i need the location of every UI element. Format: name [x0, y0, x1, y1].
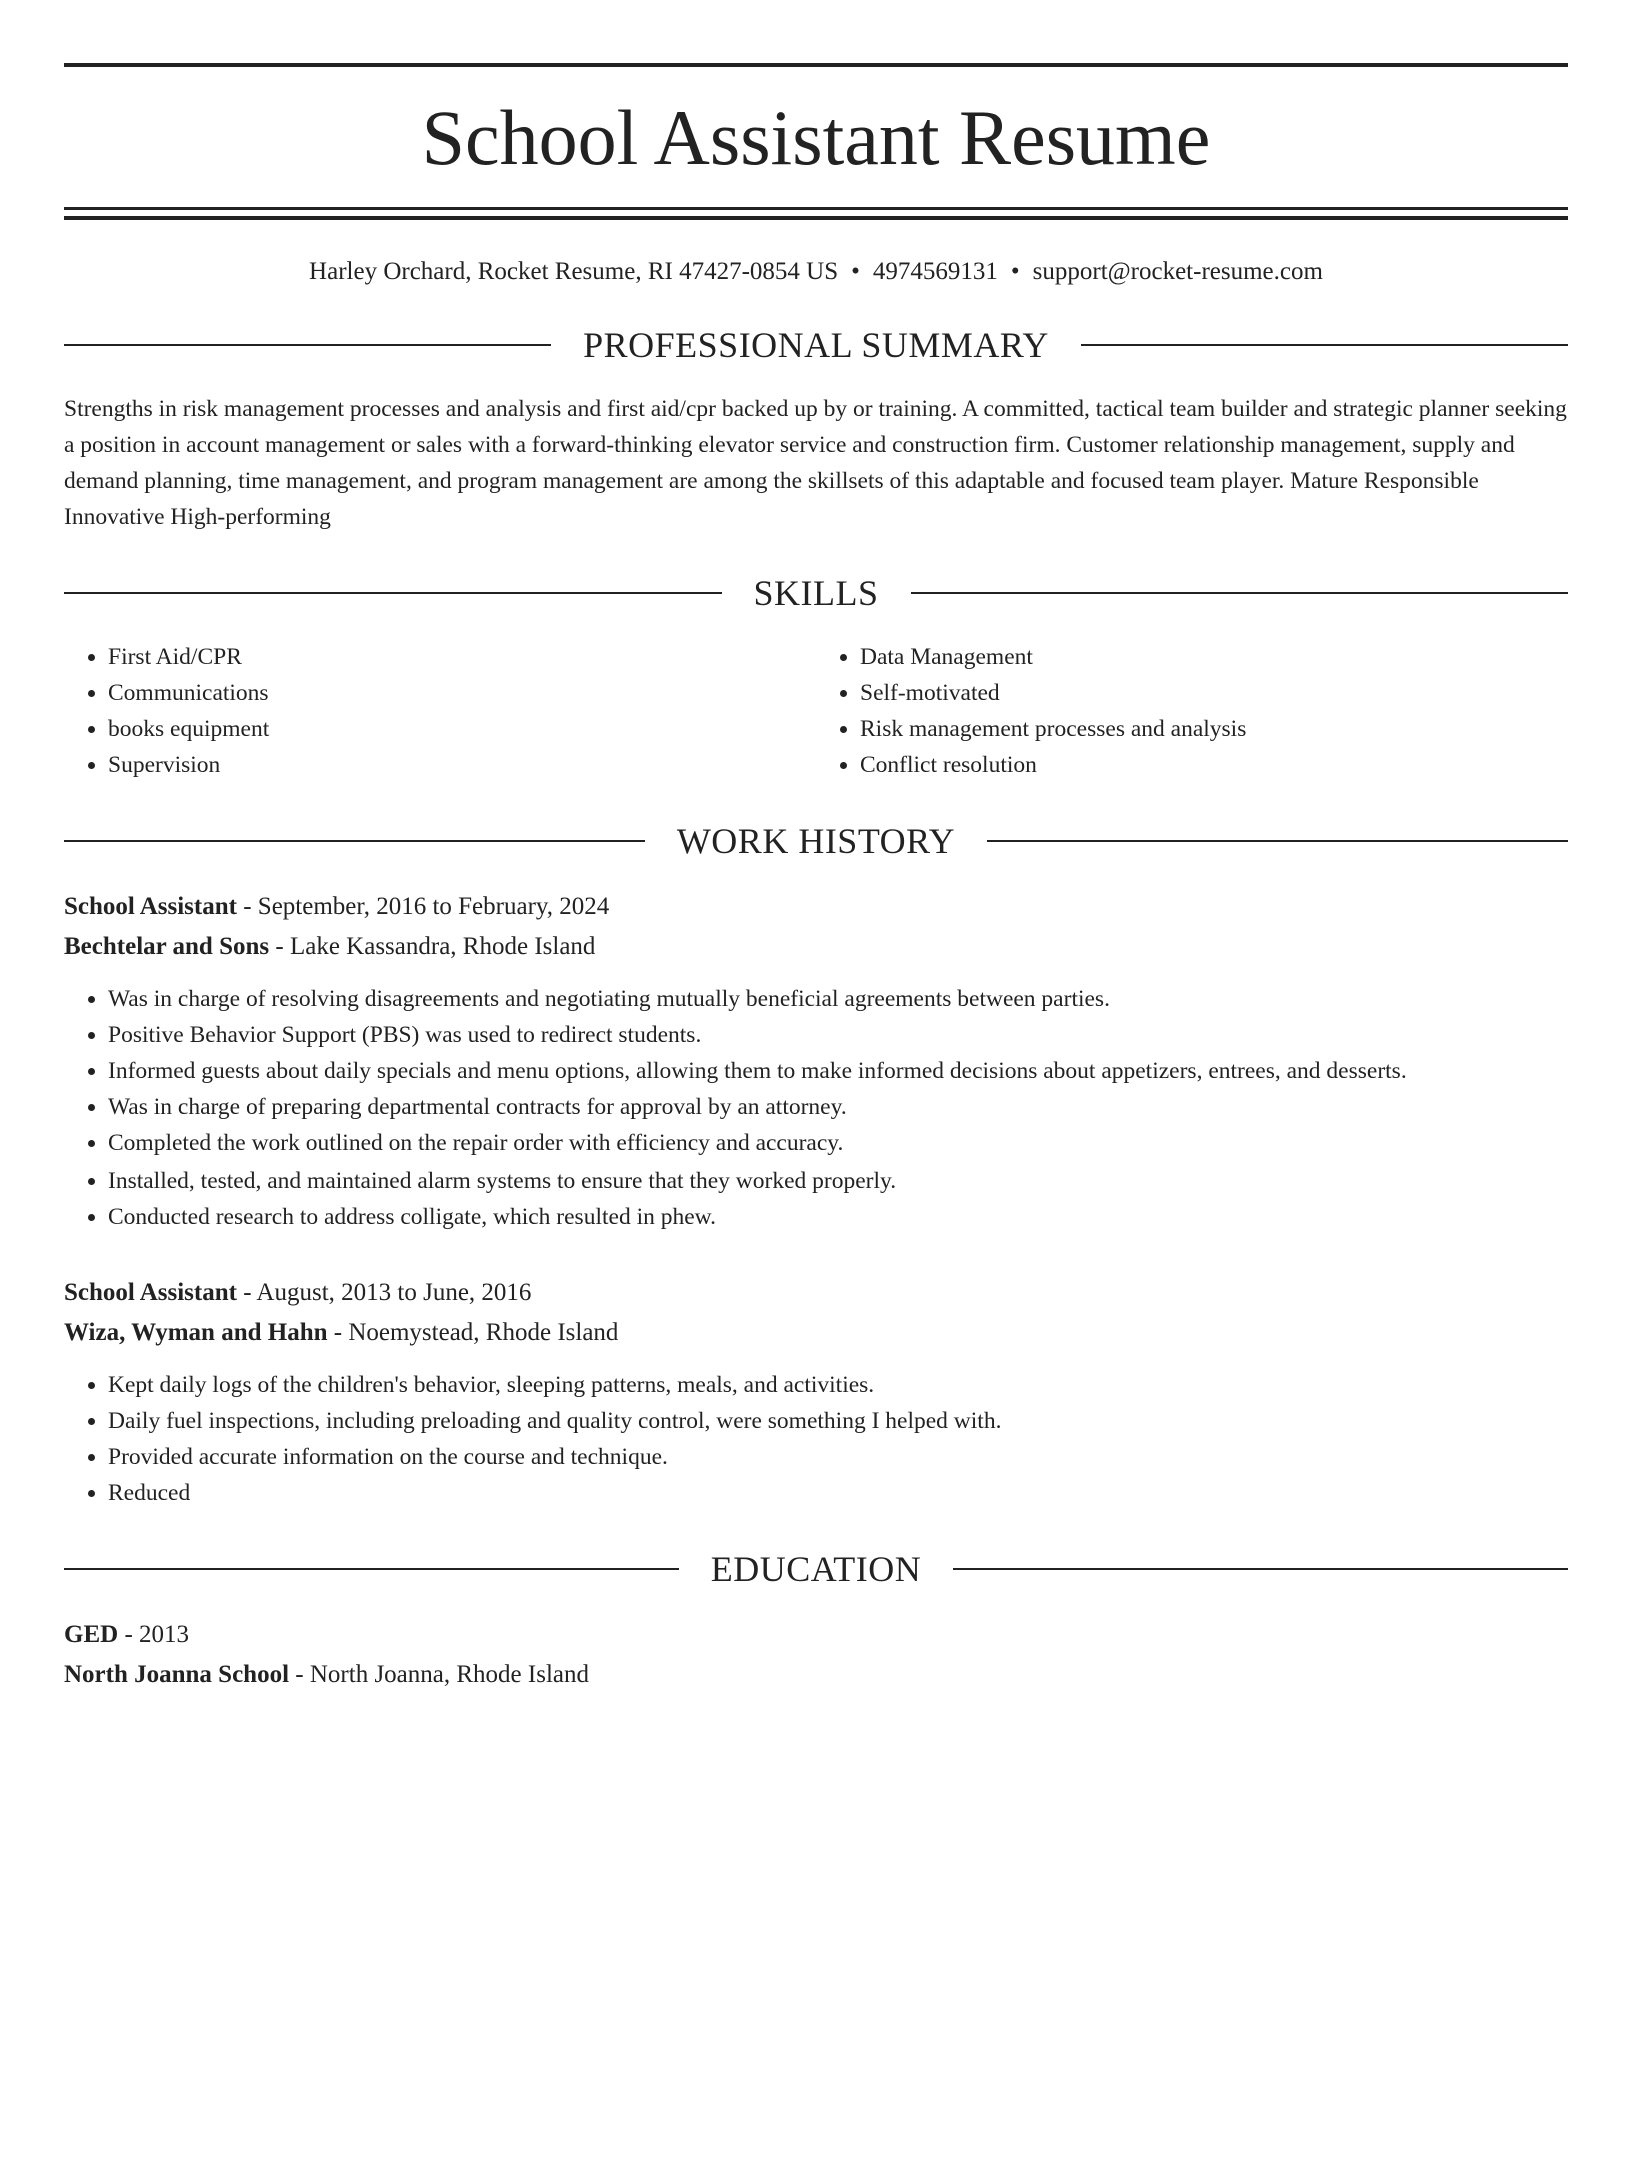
section-header-summary — [64, 327, 1568, 363]
job-company-line — [64, 927, 1568, 967]
job-bullets — [64, 981, 1568, 1235]
job-bullet: • Conducted research to address colligate, which resulted in phew. — [108, 1199, 1568, 1235]
job-bullet: • Provided accurate information on the course and technique. — [108, 1439, 1568, 1475]
skills-list — [64, 639, 1568, 783]
skills-column-left — [64, 639, 816, 783]
section-rule-right — [987, 840, 1568, 842]
education-degree: GED — [64, 1621, 119, 1648]
summary-text: Strengths in risk management processes and analysis and first aid/cpr backed up by or training. A committed, tactical team builder and strategic planner seeking a position in account management or sales with a forward-thinking elevator service and construction firm. Customer relationship management, supply and demand planning, time management, and program management are among the skillsets of this adaptable and focused team player. Mature Responsible Innovative High-performing — [64, 396, 1567, 530]
job-company: Bechtelar and Sons — [64, 933, 270, 960]
contact-phone: 4974569131 — [872, 258, 998, 285]
education-year: - 2013 — [118, 1621, 190, 1648]
section-header-education — [64, 1551, 1568, 1587]
skills-column-right — [816, 639, 1568, 783]
job-entry — [64, 887, 1568, 1235]
section-header-work — [64, 823, 1568, 859]
job-company: Wiza, Wyman and Hahn — [64, 1319, 328, 1346]
job-bullet: • Daily fuel inspections, including preloading and quality control, were something I helped with. — [108, 1403, 1568, 1439]
contact-line — [64, 257, 1568, 287]
job-bullet: • Was in charge of preparing departmental contracts for approval by an attorney. — [108, 1089, 1568, 1125]
education-degree-line — [64, 1615, 1568, 1655]
skill-item: • Supervision — [108, 747, 816, 783]
job-title-line — [64, 1273, 1568, 1313]
section-rule-right — [911, 592, 1569, 594]
section-rule-left — [64, 344, 551, 346]
skill-item: • Conflict resolution — [860, 747, 1568, 783]
job-bullet: • Kept daily logs of the children's behavior, sleeping patterns, meals, and activities. — [108, 1367, 1568, 1403]
resume-title: School Assistant Resume — [421, 94, 1211, 181]
education-location: - North Joanna, Rhode Island — [289, 1661, 589, 1688]
section-title-summary: PROFESSIONAL SUMMARY — [583, 325, 1049, 365]
section-rule-left — [64, 1568, 679, 1570]
skill-item: • Self-motivated — [860, 675, 1568, 711]
skill-item: • Data Management — [860, 639, 1568, 675]
job-title: School Assistant — [64, 893, 237, 920]
job-entry — [64, 1273, 1568, 1511]
job-dates: - August, 2013 to June, 2016 — [236, 1279, 532, 1306]
job-bullet: • Installed, tested, and maintained alarm systems to ensure that they worked properly. — [108, 1163, 1568, 1199]
job-bullet: • Completed the work outlined on the repair order with efficiency and accuracy. — [108, 1125, 1568, 1161]
section-rule-right — [953, 1568, 1568, 1570]
title-double-rule — [64, 207, 1568, 220]
skill-item: • books equipment — [108, 711, 816, 747]
section-title-education: EDUCATION — [710, 1549, 922, 1589]
job-title: School Assistant — [64, 1279, 237, 1306]
skill-item: • First Aid/CPR — [108, 639, 816, 675]
education-school: North Joanna School — [64, 1661, 290, 1688]
contact-email: support@rocket-resume.com — [1032, 258, 1323, 285]
section-title-skills: SKILLS — [753, 573, 879, 613]
job-bullet: • Reduced — [108, 1475, 1568, 1511]
section-title-work: WORK HISTORY — [676, 821, 956, 861]
section-rule-left — [64, 840, 645, 842]
education-school-line — [64, 1655, 1568, 1695]
job-title-line — [64, 887, 1568, 927]
job-location: - Noemystead, Rhode Island — [327, 1319, 619, 1346]
job-bullet: • Positive Behavior Support (PBS) was used to redirect students. — [108, 1017, 1568, 1053]
section-rule-right — [1081, 344, 1568, 346]
education-entry — [64, 1615, 1568, 1695]
job-dates: - September, 2016 to February, 2024 — [236, 893, 610, 920]
job-location: - Lake Kassandra, Rhode Island — [269, 933, 596, 960]
contact-address: Harley Orchard, Rocket Resume, RI 47427-0854 US — [309, 258, 839, 285]
job-company-line — [64, 1313, 1568, 1353]
job-bullet: • Was in charge of resolving disagreements and negotiating mutually beneficial agreements between parties. — [108, 981, 1568, 1017]
job-bullets — [64, 1367, 1568, 1511]
resume-page — [0, 63, 1632, 2175]
section-rule-left — [64, 592, 722, 594]
job-bullet: • Informed guests about daily specials and menu options, allowing them to make informed decisions about appetizers, entrees, and desserts. — [108, 1053, 1568, 1089]
section-header-skills — [64, 575, 1568, 611]
skill-item: • Communications — [108, 675, 816, 711]
skill-item: • Risk management processes and analysis — [860, 711, 1568, 747]
contact-separator: • — [851, 258, 860, 285]
contact-separator: • — [1010, 258, 1020, 285]
